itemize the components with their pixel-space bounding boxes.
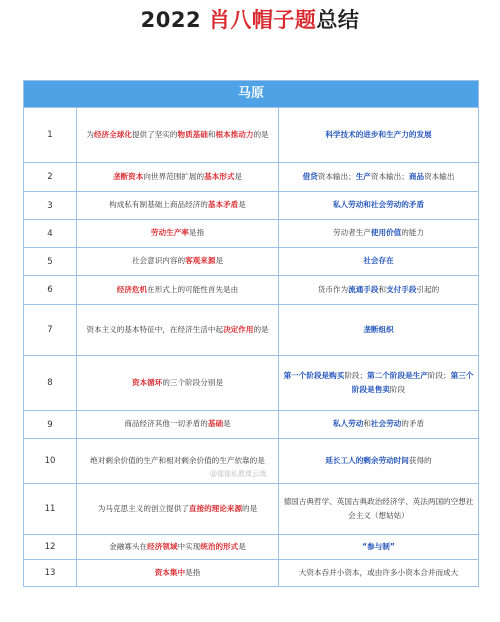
rows.0.q-segment: 为: [86, 129, 94, 139]
rows.8.a-segment: 私人劳动: [332, 419, 364, 429]
rows.1.a-segment: 资本输出；: [370, 171, 409, 181]
rows.5.q-segment: 在形式上的可能性首先是由: [147, 284, 239, 294]
table-row: [24, 410, 478, 438]
table-row: [24, 247, 478, 275]
rows.1.a-segment: 生产: [355, 171, 371, 181]
rows.7.a-segment: 第二个阶段是生产: [367, 370, 428, 380]
rows.12.q-segment: 是指: [185, 567, 201, 577]
answer-cell: [279, 560, 478, 586]
rows.0.a-segment: 科学技术的进步和生产力的发展: [325, 129, 432, 139]
rows.1.a-segment: 借贷: [302, 171, 318, 181]
rows.6.q-segment: 的是: [253, 324, 269, 334]
rows.0.q-segment: 提供了坚实的: [131, 129, 178, 139]
question-cell: [77, 356, 279, 410]
answer-cell: [279, 439, 478, 483]
question-cell: [77, 220, 279, 247]
rows.7.q-segment: 的三个阶段分别是: [162, 377, 224, 387]
rows.2.a-segment: 私人劳动和社会劳动的矛盾: [332, 200, 425, 210]
section-header: 马原: [24, 81, 478, 107]
rows.8.a-segment: 社会劳动: [370, 419, 402, 429]
answer-cell: [279, 411, 478, 438]
rows.0.q-segment: 物质基础: [177, 129, 208, 139]
answer-cell: [279, 356, 478, 410]
rows.12.q-segment: 资本集中: [154, 567, 186, 577]
rows.10.q-segment: 为马克思主义的创立提供了: [97, 503, 189, 513]
rows.0.q-segment: 的是: [253, 129, 269, 139]
rows.2.q-segment: 构成私有制基础上商品经济的: [109, 200, 208, 210]
title-suffix: 总结: [316, 8, 360, 32]
rows.1.q-segment: 向世界范围扩展的: [143, 171, 205, 181]
rows.2.q-segment: 是: [238, 200, 246, 210]
summary-table: [23, 80, 479, 587]
question-cell: [77, 411, 279, 438]
row-number: 11: [24, 484, 77, 534]
rows.1.a-segment: 资本输出: [424, 171, 455, 181]
rows.8.a-segment: 和: [363, 419, 371, 429]
rows.1.q-segment: 基本形式: [204, 171, 235, 181]
question-cell: [77, 535, 279, 559]
question-cell: [77, 560, 279, 586]
rows.4.a-segment: 社会存在: [363, 256, 394, 266]
row-number: 5: [24, 248, 77, 275]
rows.10.q-segment: 的是: [242, 503, 258, 513]
rows.9.q-segment: 绝对剩余价值的生产和相对剩余价值的生产依靠的是: [90, 455, 265, 465]
rows.11.q-segment: 经济领域: [147, 541, 178, 551]
row-number: 8: [24, 356, 77, 410]
table-row: [24, 107, 478, 162]
rows.7.a-segment: 阶段；: [427, 370, 451, 380]
rows.7.q-segment: 资本循环: [131, 377, 163, 387]
rows.1.a-segment: 资本输出；: [317, 171, 356, 181]
answer-cell: [279, 535, 478, 559]
row-number: 3: [24, 192, 77, 219]
rows.0.q-segment: 根本推动力: [215, 129, 254, 139]
rows.12.a-segment: 大资本吞并小资本，或由许多小资本合并而成大: [298, 567, 459, 577]
rows.1.q-segment: 垄断资本: [112, 171, 144, 181]
rows.3.a-segment: 劳动者生产: [332, 228, 371, 238]
table-row: [24, 559, 478, 586]
rows.9.a-segment: 获得的: [408, 455, 432, 465]
rows.11.q-segment: 是: [238, 541, 246, 551]
question-cell: [77, 163, 279, 191]
rows.3.q-segment: 是指: [188, 228, 205, 238]
rows.6.q-segment: 决定作用: [223, 324, 254, 334]
question-cell: [77, 108, 279, 162]
row-number: 13: [24, 560, 77, 586]
title-prefix: 2022: [140, 8, 209, 32]
rows.3.a-segment: 使用价值: [370, 228, 402, 238]
table-row: [24, 162, 478, 191]
question-cell: [77, 276, 279, 304]
question-cell: [77, 484, 279, 534]
rows.8.a-segment: 的矛盾: [401, 419, 425, 429]
row-number: 1: [24, 108, 77, 162]
rows.8.q-segment: 是: [223, 419, 231, 429]
title-highlight: 肖八帽子题: [208, 8, 317, 32]
answer-cell: [279, 484, 478, 534]
answer-cell: [279, 248, 478, 275]
answer-cell: [279, 220, 478, 247]
rows.7.a-segment: 第一个阶段是购买: [283, 370, 345, 380]
answer-cell: [279, 192, 478, 219]
table-row: [24, 304, 478, 355]
rows.5.a-segment: 货币作为: [317, 284, 349, 294]
row-number: 12: [24, 535, 77, 559]
question-cell: [77, 192, 279, 219]
rows.11.a-segment: “参与制”: [362, 541, 395, 551]
rows.7.a-segment: 第三个阶段是售卖: [351, 370, 474, 394]
answer-cell: [279, 276, 478, 304]
table-row: [24, 275, 478, 304]
question-cell: [77, 305, 279, 355]
row-number: 7: [24, 305, 77, 355]
table-row: [24, 355, 478, 410]
rows.5.a-segment: 支付手段: [386, 284, 417, 294]
rows.8.q-segment: 商品经济其他一切矛盾的: [124, 419, 208, 429]
rows.3.a-segment: 的能力: [401, 228, 425, 238]
row-number: 4: [24, 220, 77, 247]
rows.9.a-segment: 延长工人的剩余劳动时间: [325, 455, 409, 465]
rows.2.q-segment: 基本矛盾: [207, 200, 239, 210]
rows.4.q-segment: 是: [215, 256, 224, 266]
rows.6.q-segment: 资本主义的基本特征中，在经济生活中起: [86, 324, 224, 334]
rows.0.q-segment: 经济全球化: [93, 129, 132, 139]
rows.11.q-segment: 金融寡头在: [109, 541, 148, 551]
row-number: 6: [24, 276, 77, 304]
rows.10.q-segment: 直接的理论来源: [188, 503, 243, 513]
rows.5.a-segment: 引起的: [416, 284, 440, 294]
answer-cell: [279, 305, 478, 355]
rows.4.q-segment: 客观来源: [185, 256, 216, 266]
answer-cell: [279, 163, 478, 191]
rows.1.a-segment: 商品: [408, 171, 425, 181]
table-row: [24, 191, 478, 219]
table-row: [24, 534, 478, 559]
rows.5.q-segment: 经济危机: [116, 284, 148, 294]
row-number: 2: [24, 163, 77, 191]
answer-cell: [279, 108, 478, 162]
watermark: @猩猩私教课云端: [210, 470, 266, 478]
rows.11.q-segment: 统治的形式: [200, 541, 239, 551]
rows.3.q-segment: 劳动生产率: [150, 228, 189, 238]
row-number: 10: [24, 439, 77, 483]
rows.7.a-segment: 阶段；: [344, 370, 368, 380]
rows.4.q-segment: 社会意识内容的: [131, 256, 186, 266]
rows.10.a-segment: 德国古典哲学、英国古典政治经济学、英法两国的空想社会主义（想姑姑）: [283, 496, 474, 520]
rows.1.q-segment: 是: [234, 171, 243, 181]
table-row: [24, 219, 478, 247]
rows.0.q-segment: 和: [207, 129, 216, 139]
question-cell: [77, 248, 279, 275]
rows.8.q-segment: 基础: [207, 419, 224, 429]
row-number: 9: [24, 411, 77, 438]
page-title: [0, 4, 500, 34]
rows.5.a-segment: 和: [378, 284, 387, 294]
rows.7.a-segment: 阶段: [389, 385, 406, 394]
rows.6.a-segment: 垄断组织: [363, 324, 394, 334]
rows.5.a-segment: 流通手段: [348, 284, 379, 294]
rows.11.q-segment: 中实现: [177, 541, 201, 551]
table-row: [24, 483, 478, 534]
